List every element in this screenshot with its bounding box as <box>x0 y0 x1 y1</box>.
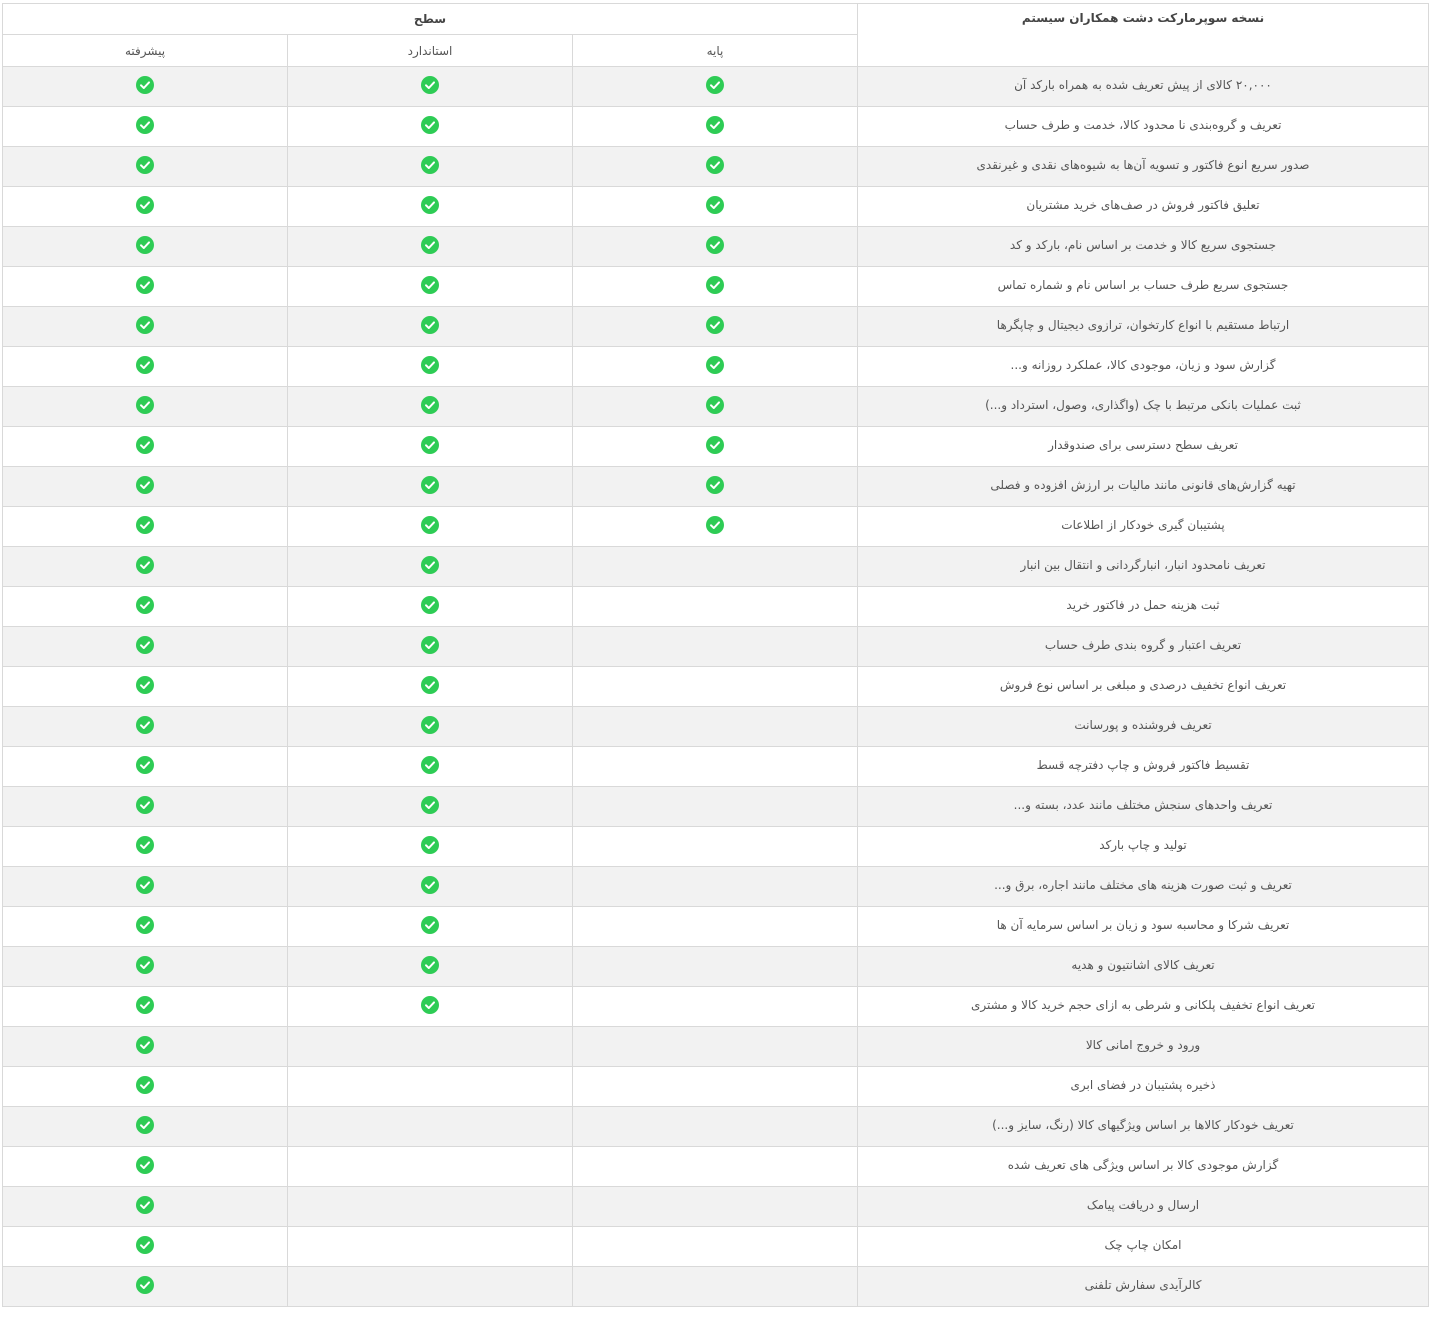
level-cell-standard <box>288 1067 573 1107</box>
level-header-standard: استاندارد <box>288 35 573 67</box>
level-cell-standard <box>288 1027 573 1067</box>
check-circle-icon <box>136 1236 154 1254</box>
check-circle-icon <box>136 636 154 654</box>
check-circle-icon <box>421 956 439 974</box>
level-cell-advanced <box>3 707 288 747</box>
table-row <box>3 707 1429 747</box>
level-cell-standard <box>288 227 573 267</box>
check-circle-icon <box>706 76 724 94</box>
check-circle-icon <box>706 316 724 334</box>
check-circle-icon <box>136 716 154 734</box>
check-circle-icon <box>136 316 154 334</box>
table-row <box>3 267 1429 307</box>
level-cell-advanced <box>3 1067 288 1107</box>
level-cell-advanced <box>3 107 288 147</box>
check-circle-icon <box>136 916 154 934</box>
level-cell-advanced <box>3 947 288 987</box>
table-row <box>3 1147 1429 1187</box>
table-row <box>3 667 1429 707</box>
check-circle-icon <box>421 756 439 774</box>
check-circle-icon <box>136 1116 154 1134</box>
level-cell-basic <box>573 347 858 387</box>
level-cell-standard <box>288 67 573 107</box>
level-cell-advanced <box>3 427 288 467</box>
feature-cell: کالرآیدی سفارش تلفنی <box>858 1267 1429 1307</box>
feature-cell: تعریف انواع تخفیف پلکانی و شرطی به ازای حجم خرید کالا و مشتری <box>858 987 1429 1027</box>
level-cell-standard <box>288 307 573 347</box>
level-cell-advanced <box>3 907 288 947</box>
level-cell-standard <box>288 427 573 467</box>
feature-cell: ثبت هزینه حمل در فاکتور خرید <box>858 587 1429 627</box>
check-circle-icon <box>421 116 439 134</box>
check-circle-icon <box>421 196 439 214</box>
check-circle-icon <box>136 436 154 454</box>
level-cell-advanced <box>3 307 288 347</box>
check-circle-icon <box>706 156 724 174</box>
level-cell-basic <box>573 1107 858 1147</box>
level-cell-standard <box>288 347 573 387</box>
level-cell-advanced <box>3 787 288 827</box>
feature-cell: تعریف فروشنده و پورسانت <box>858 707 1429 747</box>
table-row <box>3 827 1429 867</box>
table-row <box>3 427 1429 467</box>
level-cell-basic <box>573 907 858 947</box>
feature-cell: ارسال و دریافت پیامک <box>858 1187 1429 1227</box>
level-header-advanced: پیشرفته <box>3 35 288 67</box>
level-cell-advanced <box>3 827 288 867</box>
table-row <box>3 467 1429 507</box>
check-circle-icon <box>136 196 154 214</box>
check-circle-icon <box>136 1276 154 1294</box>
check-circle-icon <box>421 676 439 694</box>
level-cell-standard <box>288 1107 573 1147</box>
feature-cell: تعریف و گروه‌بندی نا محدود کالا، خدمت و طرف حساب <box>858 107 1429 147</box>
check-circle-icon <box>421 876 439 894</box>
feature-cell: تهیه گزارش‌های قانونی مانند مالیات بر ارزش افزوده و فصلی <box>858 467 1429 507</box>
level-cell-standard <box>288 667 573 707</box>
level-cell-basic <box>573 827 858 867</box>
table-row <box>3 187 1429 227</box>
level-cell-standard <box>288 547 573 587</box>
feature-cell: صدور سریع انوع فاکتور و تسویه آن‌ها به شیوه‌های نقدی و غیرنقدی <box>858 147 1429 187</box>
feature-comparison-table <box>2 3 1429 1307</box>
feature-cell: تعریف واحدهای سنجش مختلف مانند عدد، بسته و... <box>858 787 1429 827</box>
level-cell-advanced <box>3 507 288 547</box>
level-cell-standard <box>288 987 573 1027</box>
feature-cell: ذخیره پشتیبان در فضای ابری <box>858 1067 1429 1107</box>
table-row <box>3 1267 1429 1307</box>
table-row <box>3 227 1429 267</box>
level-cell-standard <box>288 787 573 827</box>
feature-cell: جستجوی سریع کالا و خدمت بر اساس نام، بارکد و کد <box>858 227 1429 267</box>
level-cell-standard <box>288 1187 573 1227</box>
table-row <box>3 587 1429 627</box>
table-row <box>3 547 1429 587</box>
level-cell-standard <box>288 747 573 787</box>
level-cell-advanced <box>3 1267 288 1307</box>
check-circle-icon <box>136 356 154 374</box>
level-cell-advanced <box>3 867 288 907</box>
feature-cell: تعریف خودکار کالاها بر اساس ویژگیهای کالا (رنگ، سایز و...) <box>858 1107 1429 1147</box>
check-circle-icon <box>136 836 154 854</box>
check-circle-icon <box>421 436 439 454</box>
table-row <box>3 507 1429 547</box>
level-cell-standard <box>288 467 573 507</box>
level-cell-advanced <box>3 987 288 1027</box>
level-cell-advanced <box>3 747 288 787</box>
level-cell-advanced <box>3 227 288 267</box>
check-circle-icon <box>136 276 154 294</box>
level-cell-advanced <box>3 147 288 187</box>
feature-cell: گزارش سود و زیان، موجودی کالا، عملکرد روزانه و... <box>858 347 1429 387</box>
table-row <box>3 67 1429 107</box>
check-circle-icon <box>706 116 724 134</box>
level-cell-basic <box>573 667 858 707</box>
check-circle-icon <box>421 716 439 734</box>
feature-cell: امکان چاپ چک <box>858 1227 1429 1267</box>
level-cell-basic <box>573 187 858 227</box>
level-cell-basic <box>573 747 858 787</box>
check-circle-icon <box>136 1196 154 1214</box>
check-circle-icon <box>136 156 154 174</box>
table-row <box>3 387 1429 427</box>
level-cell-standard <box>288 1267 573 1307</box>
check-circle-icon <box>136 596 154 614</box>
check-circle-icon <box>136 76 154 94</box>
check-circle-icon <box>706 196 724 214</box>
level-cell-advanced <box>3 467 288 507</box>
table-row <box>3 987 1429 1027</box>
level-cell-advanced <box>3 627 288 667</box>
level-cell-standard <box>288 1147 573 1187</box>
level-cell-advanced <box>3 1027 288 1067</box>
level-cell-advanced <box>3 1187 288 1227</box>
level-cell-basic <box>573 267 858 307</box>
level-group-header: سطح <box>3 4 858 35</box>
level-cell-standard <box>288 267 573 307</box>
level-cell-standard <box>288 867 573 907</box>
table-body <box>3 67 1429 1307</box>
check-circle-icon <box>136 516 154 534</box>
check-circle-icon <box>136 1076 154 1094</box>
feature-cell: تعریف انواع تخفیف درصدی و مبلغی بر اساس نوع فروش <box>858 667 1429 707</box>
check-circle-icon <box>421 596 439 614</box>
feature-cell: تعریف شرکا و محاسبه سود و زیان بر اساس سرمایه آن ها <box>858 907 1429 947</box>
feature-cell: تعریف اعتبار و گروه بندی طرف حساب <box>858 627 1429 667</box>
table-row <box>3 867 1429 907</box>
feature-cell: تولید و چاپ بارکد <box>858 827 1429 867</box>
level-cell-basic <box>573 507 858 547</box>
level-cell-basic <box>573 147 858 187</box>
level-cell-standard <box>288 1227 573 1267</box>
table-row <box>3 1067 1429 1107</box>
level-cell-standard <box>288 507 573 547</box>
level-cell-advanced <box>3 187 288 227</box>
level-cell-basic <box>573 787 858 827</box>
level-cell-basic <box>573 1187 858 1227</box>
level-cell-standard <box>288 587 573 627</box>
level-cell-standard <box>288 827 573 867</box>
check-circle-icon <box>706 436 724 454</box>
feature-cell: تعریف و ثبت صورت هزینه های مختلف مانند اجاره، برق و... <box>858 867 1429 907</box>
check-circle-icon <box>136 116 154 134</box>
table-row <box>3 347 1429 387</box>
level-cell-basic <box>573 467 858 507</box>
level-cell-basic <box>573 67 858 107</box>
check-circle-icon <box>706 276 724 294</box>
check-circle-icon <box>136 796 154 814</box>
table-row <box>3 747 1429 787</box>
feature-cell: تعریف سطح دسترسی برای صندوقدار <box>858 427 1429 467</box>
check-circle-icon <box>421 636 439 654</box>
level-cell-standard <box>288 107 573 147</box>
level-cell-basic <box>573 867 858 907</box>
table-row <box>3 627 1429 667</box>
level-cell-basic <box>573 587 858 627</box>
check-circle-icon <box>136 556 154 574</box>
level-cell-basic <box>573 227 858 267</box>
check-circle-icon <box>706 476 724 494</box>
feature-cell: ثبت عملیات بانکی مرتبط با چک (واگذاری، وصول، استرداد و...) <box>858 387 1429 427</box>
level-cell-standard <box>288 187 573 227</box>
level-cell-advanced <box>3 67 288 107</box>
table-row <box>3 907 1429 947</box>
check-circle-icon <box>136 476 154 494</box>
level-cell-advanced <box>3 267 288 307</box>
check-circle-icon <box>421 76 439 94</box>
table-row <box>3 787 1429 827</box>
level-cell-basic <box>573 427 858 467</box>
check-circle-icon <box>421 276 439 294</box>
feature-cell: تعریف نامحدود انبار، انبارگردانی و انتقال بین انبار <box>858 547 1429 587</box>
feature-column-header: نسخه سوپرمارکت دشت همکاران سیستم <box>858 4 1429 67</box>
check-circle-icon <box>136 1036 154 1054</box>
table-row <box>3 1187 1429 1227</box>
check-circle-icon <box>136 996 154 1014</box>
table-row <box>3 147 1429 187</box>
level-cell-basic <box>573 1267 858 1307</box>
level-cell-basic <box>573 1147 858 1187</box>
level-cell-basic <box>573 947 858 987</box>
feature-cell: ارتباط مستقیم با انواع کارتخوان، ترازوی دیجیتال و چاپگرها <box>858 307 1429 347</box>
check-circle-icon <box>136 876 154 894</box>
check-circle-icon <box>421 396 439 414</box>
level-cell-advanced <box>3 587 288 627</box>
check-circle-icon <box>421 556 439 574</box>
table-row <box>3 947 1429 987</box>
feature-cell: گزارش موجودی کالا بر اساس ویژگی های تعریف شده <box>858 1147 1429 1187</box>
check-circle-icon <box>706 236 724 254</box>
check-circle-icon <box>421 836 439 854</box>
check-circle-icon <box>421 516 439 534</box>
check-circle-icon <box>136 236 154 254</box>
check-circle-icon <box>706 356 724 374</box>
level-cell-advanced <box>3 1147 288 1187</box>
feature-cell: تعلیق فاکتور فروش در صف‌های خرید مشتریان <box>858 187 1429 227</box>
check-circle-icon <box>421 796 439 814</box>
level-cell-basic <box>573 387 858 427</box>
level-cell-basic <box>573 987 858 1027</box>
level-cell-standard <box>288 387 573 427</box>
table-row <box>3 307 1429 347</box>
level-cell-advanced <box>3 547 288 587</box>
level-cell-standard <box>288 707 573 747</box>
check-circle-icon <box>421 476 439 494</box>
level-cell-basic <box>573 107 858 147</box>
check-circle-icon <box>421 236 439 254</box>
feature-cell: تعریف کالای اشانتیون و هدیه <box>858 947 1429 987</box>
check-circle-icon <box>136 396 154 414</box>
check-circle-icon <box>136 956 154 974</box>
check-circle-icon <box>421 996 439 1014</box>
level-cell-advanced <box>3 347 288 387</box>
check-circle-icon <box>136 1156 154 1174</box>
level-cell-standard <box>288 627 573 667</box>
level-cell-advanced <box>3 667 288 707</box>
level-cell-basic <box>573 1067 858 1107</box>
level-header-basic: پایه <box>573 35 858 67</box>
table-row <box>3 1227 1429 1267</box>
level-cell-basic <box>573 707 858 747</box>
check-circle-icon <box>421 916 439 934</box>
level-cell-basic <box>573 307 858 347</box>
level-cell-standard <box>288 907 573 947</box>
level-cell-basic <box>573 547 858 587</box>
level-cell-advanced <box>3 1107 288 1147</box>
table-row <box>3 1027 1429 1067</box>
check-circle-icon <box>421 316 439 334</box>
check-circle-icon <box>706 516 724 534</box>
feature-cell: پشتیبان گیری خودکار از اطلاعات <box>858 507 1429 547</box>
level-cell-standard <box>288 947 573 987</box>
level-cell-basic <box>573 627 858 667</box>
feature-cell: ۲۰,۰۰۰ کالای از پیش تعریف شده به همراه بارکد آن <box>858 67 1429 107</box>
feature-cell: جستجوی سریع طرف حساب بر اساس نام و شماره تماس <box>858 267 1429 307</box>
check-circle-icon <box>136 756 154 774</box>
check-circle-icon <box>421 156 439 174</box>
check-circle-icon <box>421 356 439 374</box>
check-circle-icon <box>136 676 154 694</box>
table-row <box>3 107 1429 147</box>
level-cell-basic <box>573 1227 858 1267</box>
level-cell-advanced <box>3 387 288 427</box>
feature-cell: ورود و خروج امانی کالا <box>858 1027 1429 1067</box>
feature-cell: تقسیط فاکتور فروش و چاپ دفترچه قسط <box>858 747 1429 787</box>
table-row <box>3 1107 1429 1147</box>
level-cell-basic <box>573 1027 858 1067</box>
check-circle-icon <box>706 396 724 414</box>
level-cell-advanced <box>3 1227 288 1267</box>
level-cell-standard <box>288 147 573 187</box>
